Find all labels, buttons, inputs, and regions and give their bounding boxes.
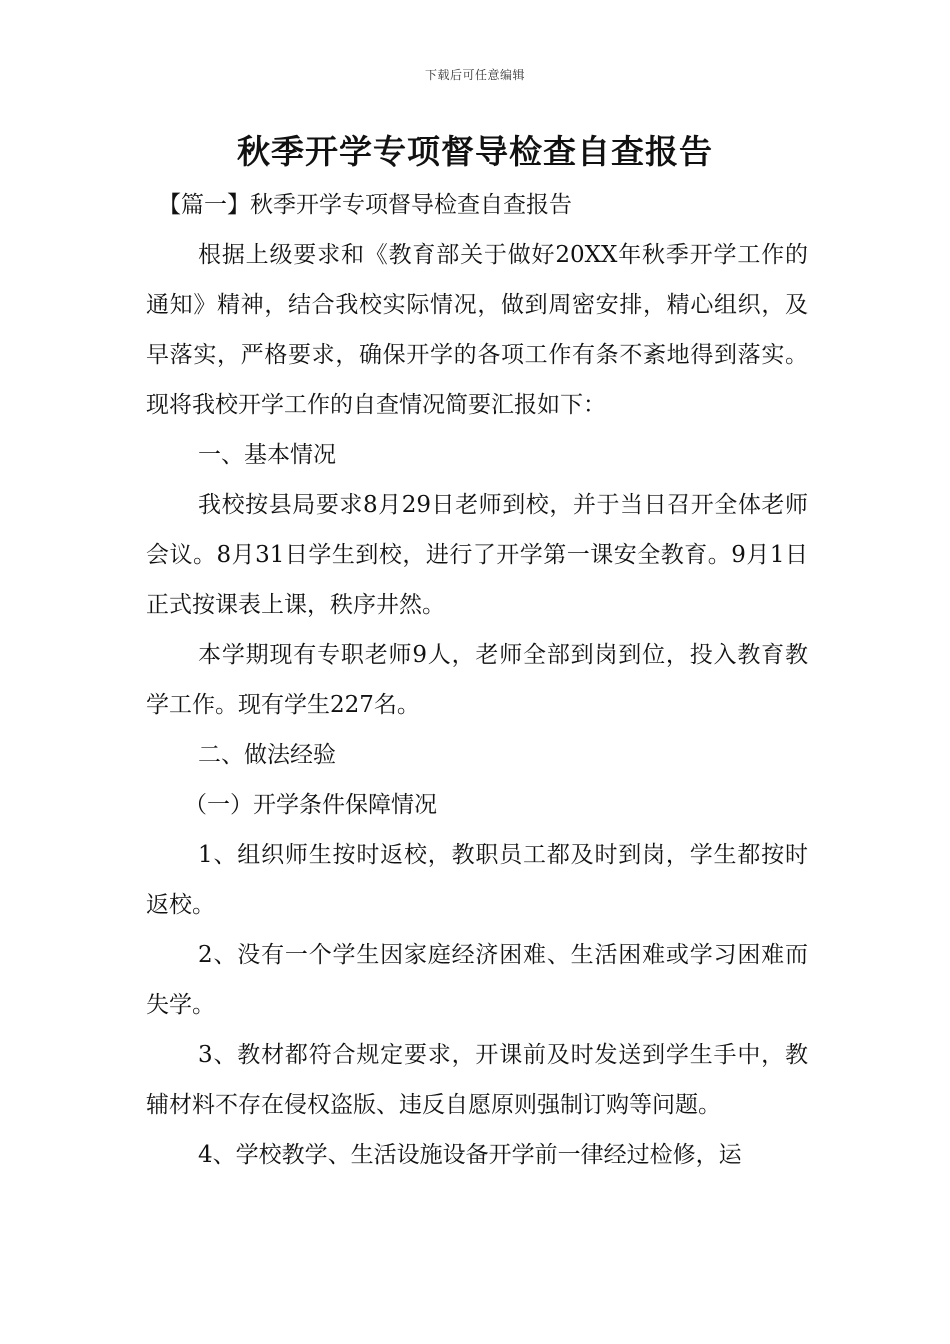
paragraph-staff: 本学期现有专职老师9人，老师全部到岗到位，投入教育教学工作。现有学生227名。 bbox=[146, 642, 808, 718]
paragraph-schedule: 我校按县局要求8月29日老师到校，并于当日召开全体老师会议。8月31日学生到校，进行了开学第一课安全教育。9月1日正式按课表上课，秩序井然。 bbox=[146, 492, 808, 618]
heading-practices: 二、做法经验 bbox=[198, 742, 336, 768]
list-item-2: 2、没有一个学生因家庭经济困难、生活困难或学习困难而失学。 bbox=[146, 942, 808, 1018]
document-title: 秋季开学专项督导检查自查报告 bbox=[237, 132, 713, 171]
header-note: 下载后可任意编辑 bbox=[424, 68, 525, 82]
paragraph-intro: 根据上级要求和《教育部关于做好20XX年秋季开学工作的通知》精神，结合我校实际情况，做到周密安排，精心组织，及早落实，严格要求，确保开学的各项工作有条不紊地得到落实。现将我校开学工作的自查情况简要汇报如下： bbox=[146, 242, 808, 418]
section-heading: 【篇一】秋季开学专项督导检查自查报告 bbox=[158, 192, 572, 218]
heading-conditions: （一）开学条件保障情况 bbox=[184, 792, 437, 818]
document-body bbox=[146, 180, 808, 1180]
list-item-1: 1、组织师生按时返校，教职员工都及时到岗，学生都按时返校。 bbox=[146, 842, 808, 918]
heading-basic-situation: 一、基本情况 bbox=[198, 442, 336, 468]
list-item-4: 4、学校教学、生活设施设备开学前一律经过检修，运 bbox=[198, 1142, 742, 1168]
list-item-3: 3、教材都符合规定要求，开课前及时发送到学生手中，教辅材料不存在侵权盗版、违反自愿原则强制订购等问题。 bbox=[146, 1042, 808, 1118]
